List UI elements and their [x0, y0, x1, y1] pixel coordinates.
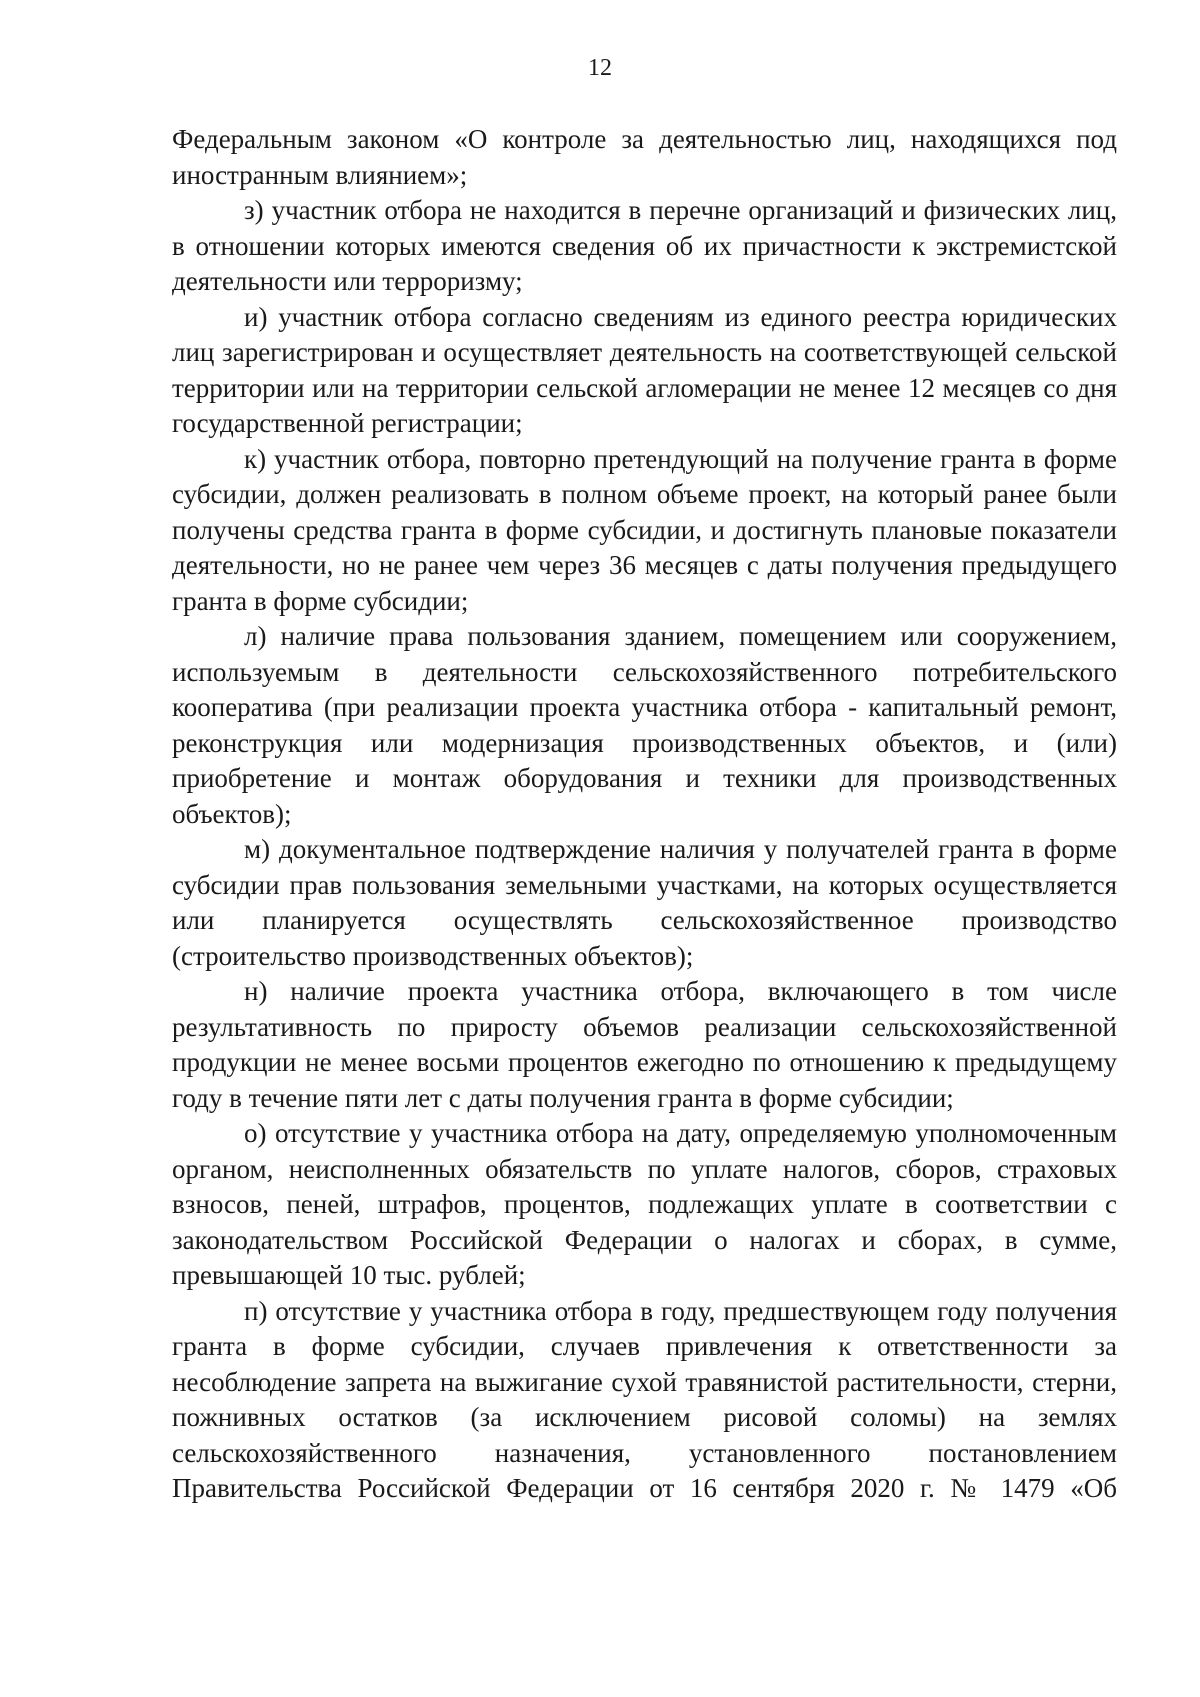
paragraph-item-k: к) участник отбора, повторно претендующий на получение гранта в форме субсидии, должен реализовать в полном объеме проект, на который ранее были получены средства гранта в форме субсидии, и достигнуть плановые показатели деятельности, но не ранее чем через 36 месяцев с даты получения предыдущего гранта в форме субсидии;	[172, 443, 1117, 616]
paragraph-item-m: м) документальное подтверждение наличия у получателей гранта в форме субсидии прав пользования земельными участками, на которых осуществляется или планируется осуществлять сельскохозяйственное производство (строительство производственных объектов);	[172, 834, 1117, 971]
paragraph-item-z: з) участник отбора не находится в перечне организаций и физических лиц, в отношении которых имеются сведения об их причастности к экстремистской деятельности или терроризму;	[172, 195, 1117, 296]
document-body	[172, 122, 1117, 1507]
paragraph-item-p: п) отсутствие у участника отбора в году, предшествующем году получения гранта в форме субсидии, случаев привлечения к ответственности за несоблюдение запрета на выжигание сухой травянистой растительности, стерни, пожнивных остатков (за исключением рисовой соломы) на землях сельскохозяйственного назначения, установленного постановлением Правительства Российской Федерации от 16 сентября 2020 г. № 1479 «Об	[172, 1295, 1117, 1503]
page-number: 12	[588, 55, 612, 81]
paragraph-item-l: л) наличие права пользования зданием, помещением или сооружением, используемым в деятельности сельскохозяйственного потребительского кооператива (при реализации проекта участника отбора - капитальный ремонт, реконструкция или модернизация производственных объектов, и (или) приобретение и монтаж оборудования и техники для производственных объектов);	[172, 621, 1117, 829]
paragraph-item-i: и) участник отбора согласно сведениям из единого реестра юридических лиц зарегистрирован и осуществляет деятельность на соответствующей сельской территории или на территории сельской агломерации не менее 12 месяцев со дня государственной регистрации;	[172, 301, 1117, 438]
paragraph-item-o: о) отсутствие у участника отбора на дату, определяемую уполномоченным органом, неисполненных обязательств по уплате налогов, сборов, страховых взносов, пеней, штрафов, процентов, подлежащих уплате в соответствии с законодательством Российской Федерации о налогах и сборах, в сумме, превышающей 10 тыс. рублей;	[172, 1118, 1117, 1290]
paragraph-continuation: Федеральным законом «О контроле за деятельностью лиц, находящихся под иностранным влиянием»;	[172, 124, 1117, 190]
paragraph-item-n: н) наличие проекта участника отбора, включающего в том числе результативность по приросту объемов реализации сельскохозяйственной продукции не менее восьми процентов ежегодно по отношению к предыдущему году в течение пяти лет с даты получения гранта в форме субсидии;	[172, 976, 1117, 1113]
